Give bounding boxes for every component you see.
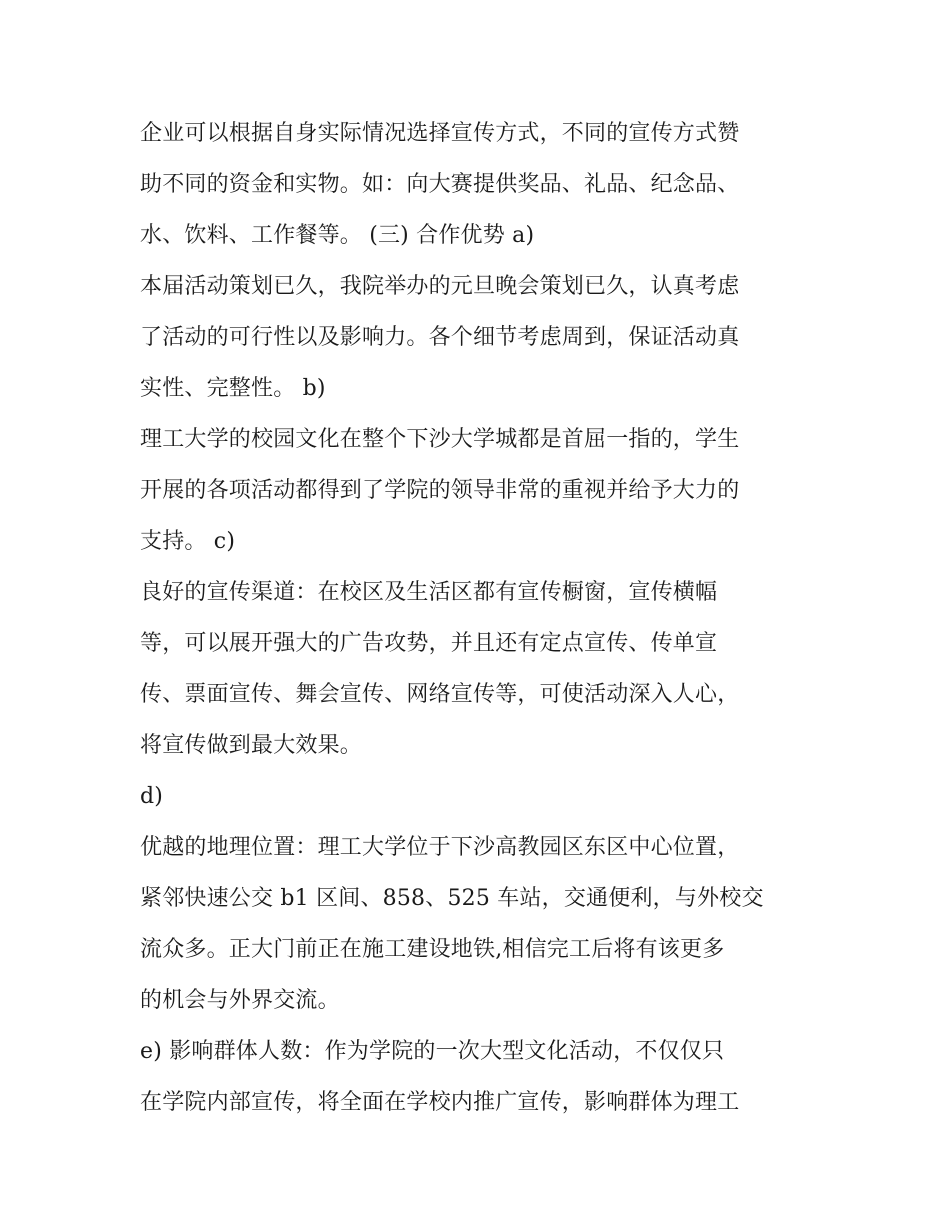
text-line: 优越的地理位置：理工大学位于下沙高教园区东区中心位置， bbox=[140, 835, 740, 860]
text-line: 的机会与外界交流。 bbox=[140, 988, 340, 1013]
text-line: 等，可以展开强大的广告攻势，并且还有定点宣传、传单宣 bbox=[140, 631, 718, 656]
text-line: 良好的宣传渠道：在校区及生活区都有宣传橱窗，宣传横幅 bbox=[140, 580, 718, 605]
text-line: 在学院内部宣传，将全面在学校内推广宣传，影响群体为理工 bbox=[140, 1090, 740, 1115]
text-line: 水、饮料、工作餐等。 (三) 合作优势 a) bbox=[140, 223, 535, 248]
text-line: 实性、完整性。 b) bbox=[140, 376, 326, 401]
text-line: 理工大学的校园文化在整个下沙大学城都是首屈一指的，学生 bbox=[140, 427, 740, 452]
text-line: 传、票面宣传、舞会宣传、网络宣传等，可使活动深入人心， bbox=[140, 682, 740, 707]
text-line: 了活动的可行性以及影响力。各个细节考虑周到，保证活动真 bbox=[140, 325, 740, 350]
text-line: 将宣传做到最大效果。 bbox=[140, 733, 363, 758]
text-line: 本届活动策划已久，我院举办的元旦晚会策划已久，认真考虑 bbox=[140, 274, 740, 299]
text-line: 紧邻快速公交 b1 区间、858、525 车站，交通便利，与外校交 bbox=[140, 886, 764, 911]
text-line: d) bbox=[140, 784, 164, 809]
text-line: 助不同的资金和实物。如：向大赛提供奖品、礼品、纪念品、 bbox=[140, 172, 740, 197]
body-text bbox=[140, 108, 820, 1128]
text-line: 支持。 c) bbox=[140, 529, 236, 554]
text-line: 企业可以根据自身实际情况选择宣传方式，不同的宣传方式赞 bbox=[140, 121, 740, 146]
text-line: 开展的各项活动都得到了学院的领导非常的重视并给予大力的 bbox=[140, 478, 740, 503]
text-line: 流众多。正大门前正在施工建设地铁,相信完工后将有该更多 bbox=[140, 937, 725, 962]
text-line: e) 影响群体人数：作为学院的一次大型文化活动，不仅仅只 bbox=[140, 1039, 725, 1064]
